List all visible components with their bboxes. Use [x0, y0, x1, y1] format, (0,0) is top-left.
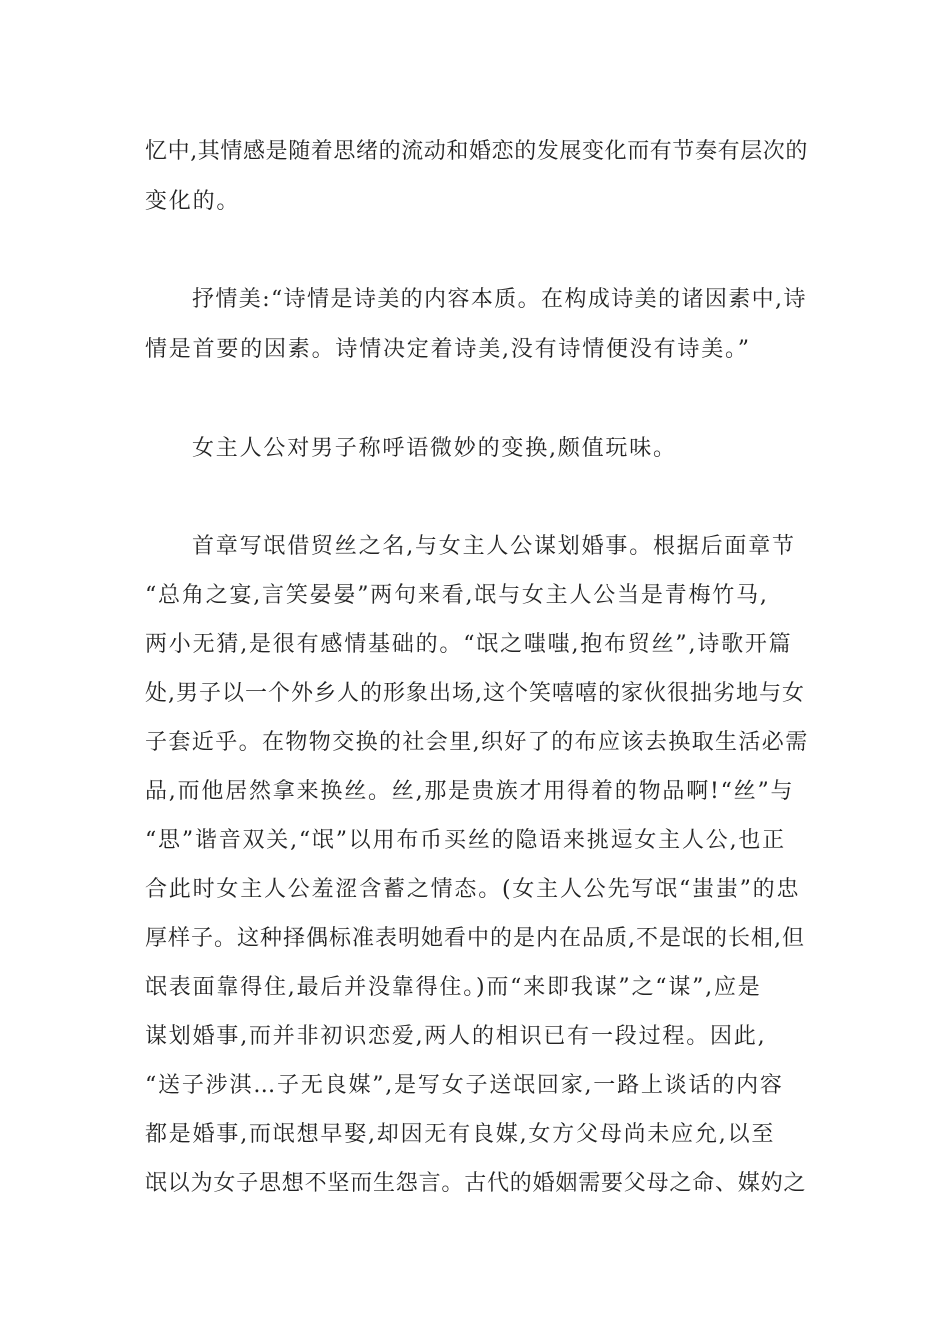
- text-line: 抒情美:“诗情是诗美的内容本质。在构成诗美的诸因素中,诗: [192, 287, 807, 312]
- text-line: 都是婚事,而氓想早娶,却因无有良媒,女方父母尚未应允,以至: [145, 1122, 776, 1147]
- text-line: “思”谐音双关,“氓”以用布币买丝的隐语来挑逗女主人公,也正: [145, 828, 786, 853]
- text-line: 合此时女主人公羞涩含蓄之情态。(女主人公先写氓“蚩蚩”的忠: [145, 877, 801, 902]
- text-line: 变化的。: [145, 189, 241, 214]
- text-line: 首章写氓借贸丝之名,与女主人公谋划婚事。根据后面章节: [192, 534, 796, 559]
- text-line: “总角之宴,言笑晏晏”两句来看,氓与女主人公当是青梅竹马,: [145, 583, 769, 608]
- text-line: 氓以为女子思想不坚而生怨言。古代的婚姻需要父母之命、媒妁之: [145, 1171, 807, 1196]
- text-line: 忆中,其情感是随着思绪的流动和婚恋的发展变化而有节奏有层次的: [145, 139, 808, 164]
- text-line: “送子涉淇…子无良媒”,是写女子送氓回家,一路上谈话的内容: [145, 1073, 784, 1098]
- text-line: 氓表面靠得住,最后并没靠得住。)而“来即我谋”之“谋”,应是: [145, 975, 762, 1000]
- text-line: 品,而他居然拿来换丝。丝,那是贵族才用得着的物品啊!“丝”与: [145, 779, 795, 804]
- text-line: 处,男子以一个外乡人的形象出场,这个笑嘻嘻的家伙很拙劣地与女: [145, 681, 805, 706]
- text-line: 两小无猜,是很有感情基础的。“氓之嗤嗤,抱布贸丝”,诗歌开篇: [145, 632, 793, 657]
- text-line: 子套近乎。在物物交换的社会里,织好了的布应该去换取生活必需: [145, 730, 809, 755]
- text-line: 谋划婚事,而并非初识恋爱,两人的相识已有一段过程。因此,: [145, 1024, 767, 1049]
- text-line: 厚样子。这种择偶标准表明她看中的是内在品质,不是氓的长相,但: [145, 926, 805, 951]
- text-line: 情是首要的因素。诗情决定着诗美,没有诗情便没有诗美。”: [145, 337, 751, 362]
- text-line: 女主人公对男子称呼语微妙的变换,颇值玩味。: [192, 436, 677, 461]
